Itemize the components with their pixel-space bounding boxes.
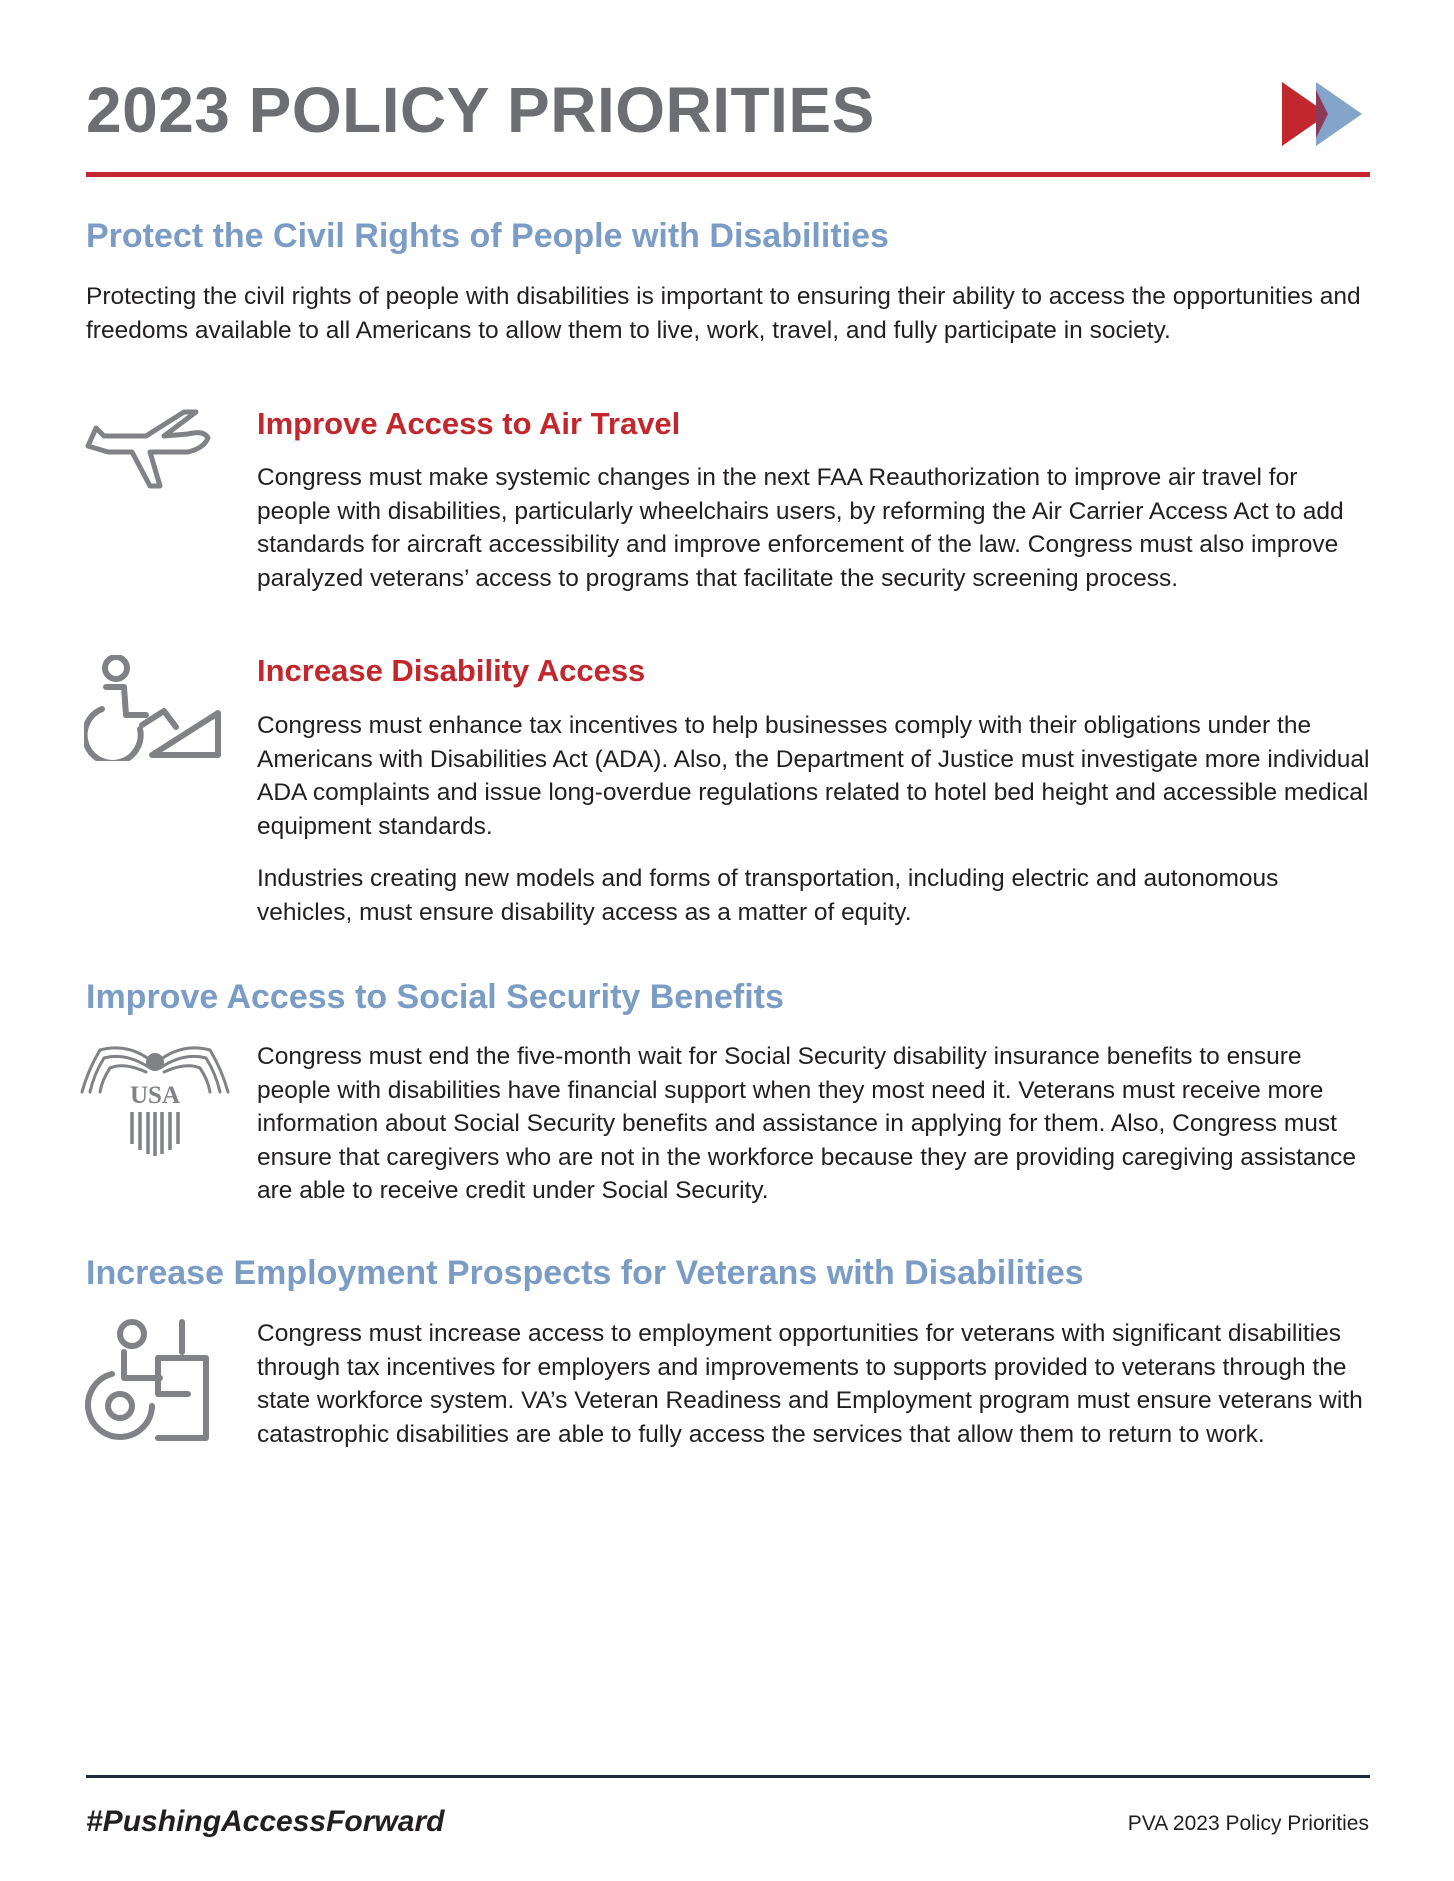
section-heading-social-security: Improve Access to Social Security Benefits <box>86 978 784 1016</box>
footer-divider <box>86 1775 1370 1778</box>
section-heading-civil-rights: Protect the Civil Rights of People with Disabilities <box>86 217 889 255</box>
usa-seal-label: USA <box>129 1082 181 1109</box>
wheelchair-desk-icon <box>84 1318 214 1442</box>
section-heading-employment: Increase Employment Prospects for Veterans with Disabilities <box>86 1254 1084 1292</box>
title-divider <box>86 172 1370 177</box>
footer-hashtag: #PushingAccessForward <box>86 1805 445 1838</box>
subheading-disability-access: Increase Disability Access <box>257 653 646 688</box>
wheelchair-ramp-icon <box>84 655 224 761</box>
paragraph-employment: Congress must increase access to employment opportunities for veterans with significant disabilities through tax incentives for employers and improvements to supports provided to veterans through the state workforce system. VA’s Veteran Readiness and Employment program must ensure veterans with catastrophic disabilities are able to fully access the services that allow them to return to work. <box>257 1320 1363 1448</box>
subheading-air-travel: Improve Access to Air Travel <box>257 406 681 441</box>
usa-eagle-seal-icon <box>80 1040 230 1158</box>
footer-label: PVA 2023 Policy Priorities <box>1127 1812 1369 1835</box>
page-title: 2023 POLICY PRIORITIES <box>86 74 875 146</box>
section-intro-civil-rights: Protecting the civil rights of people with disabilities is important to ensuring their ability to access the opportunities and freedoms available to all Americans to allow them to live, work, travel, and fully participate in society. <box>86 283 1361 344</box>
double-arrow-forward-icon <box>1282 82 1372 146</box>
paragraph-disability-access-2: Industries creating new models and forms of transportation, including electric and autonomous vehicles, must ensure disability access as a matter of equity. <box>257 865 1279 926</box>
paragraph-disability-access-1: Congress must enhance tax incentives to help businesses comply with their obligations under the Americans with Disabilities Act (ADA). Also, the Department of Justice must investigate more individual ADA complaints and issue long-overdue regulations related to hotel bed height and accessible medical equipment standards. <box>257 712 1370 840</box>
paragraph-social-security: Congress must end the five-month wait for Social Security disability insurance benefits to ensure people with disabilities have financial support when they most need it. Veterans must receive more information about Social Security benefits and assistance in applying for them. Also, Congress must ensure that caregivers who are not in the workforce because they are providing caregiving assistance are able to receive credit under Social Security. <box>257 1043 1357 1204</box>
paragraph-air-travel: Congress must make systemic changes in the next FAA Reauthorization to improve air travel for people with disabilities, particularly wheelchairs users, by reforming the Air Carrier Access Act to add standards for aircraft accessibility and improve enforcement of the law. Congress must also improve paralyzed veterans’ access to programs that facilitate the security screening process. <box>257 464 1344 592</box>
airplane-icon <box>84 408 212 492</box>
